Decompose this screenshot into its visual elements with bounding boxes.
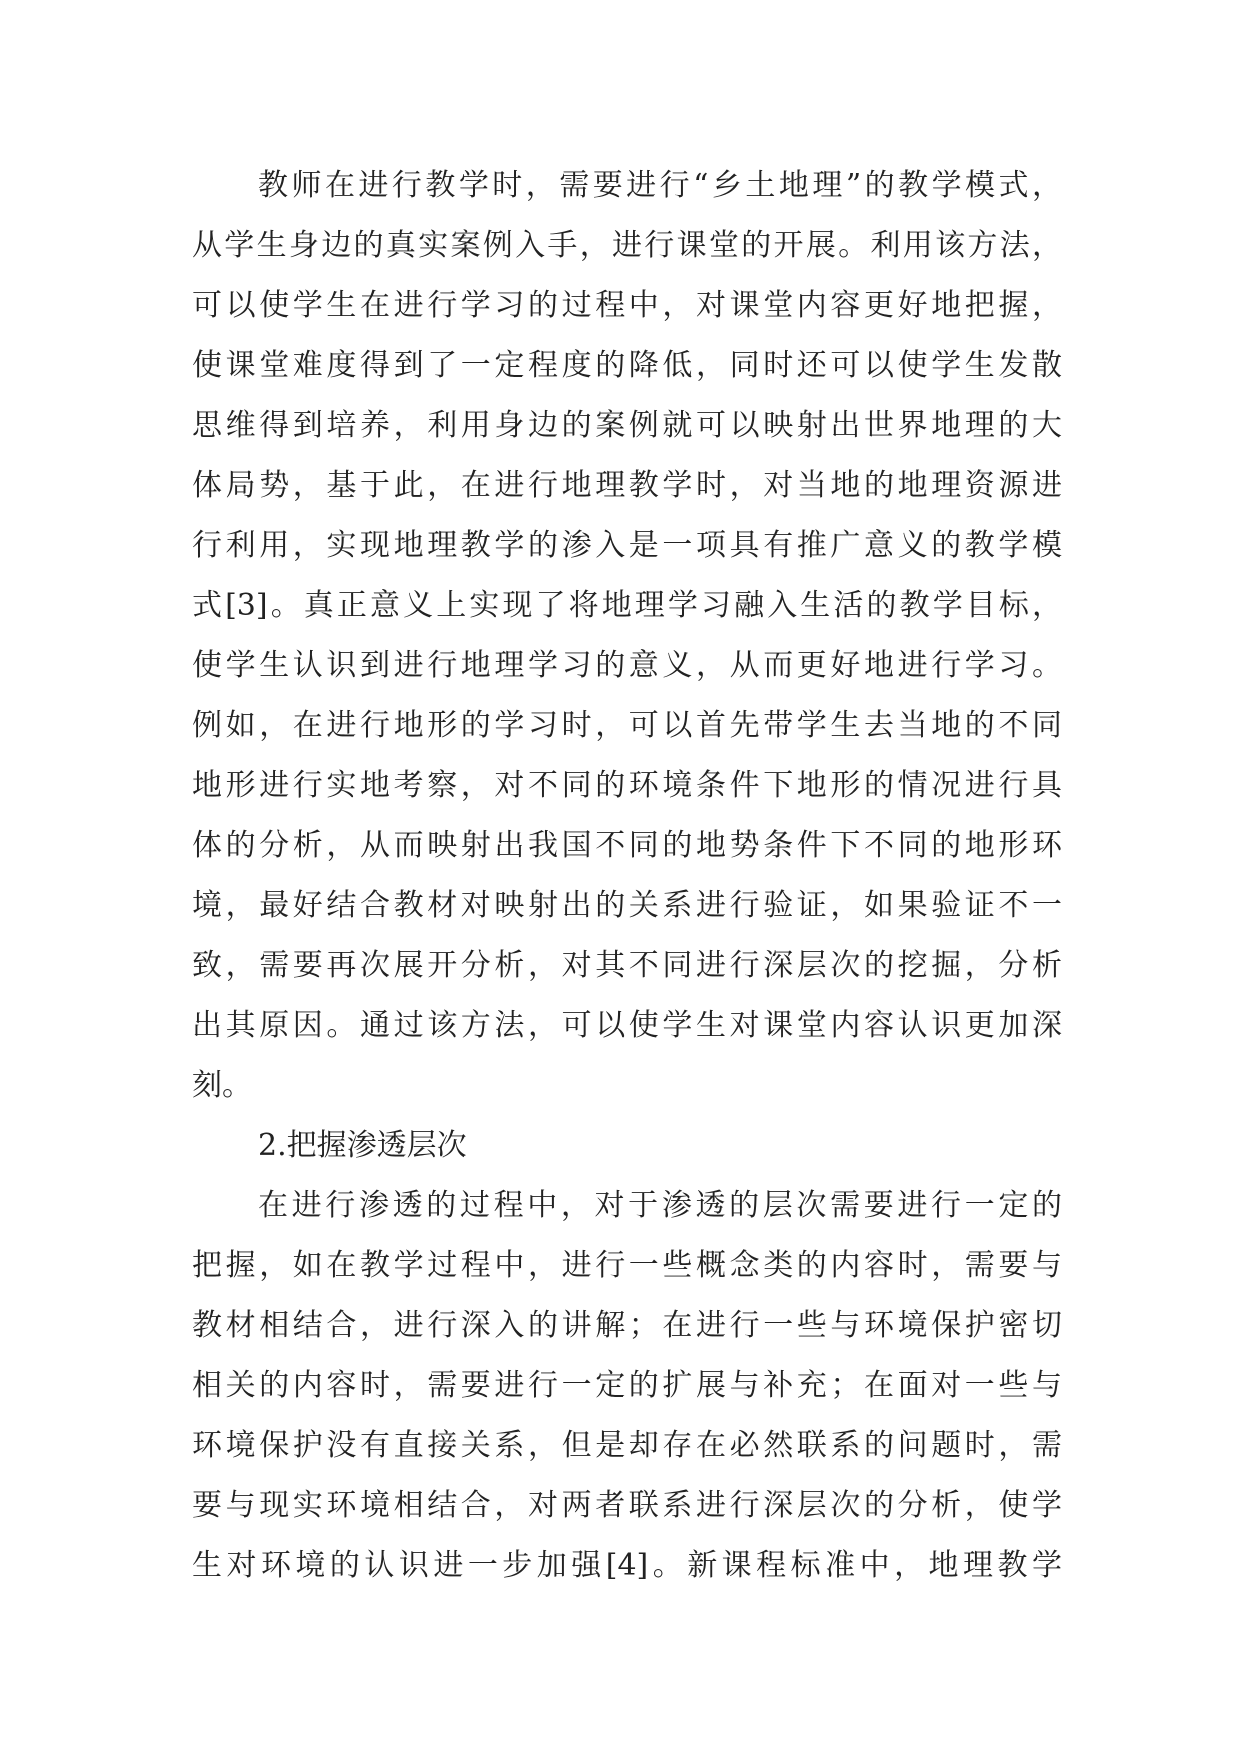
text-line: 要与现实环境相结合，对两者联系进行深层次的分析，使学: [192, 1488, 1062, 1523]
text-line: 把握，如在教学过程中，进行一些概念类的内容时，需要与: [192, 1248, 1062, 1283]
text-line: 使课堂难度得到了一定程度的降低，同时还可以使学生发散: [192, 348, 1062, 383]
text-line: 体的分析，从而映射出我国不同的地势条件下不同的地形环: [192, 828, 1062, 863]
text-line: 环境保护没有直接关系，但是却存在必然联系的问题时，需: [192, 1428, 1062, 1463]
text-line: 在进行渗透的过程中，对于渗透的层次需要进行一定的: [258, 1188, 1062, 1223]
text-line: 境，最好结合教材对映射出的关系进行验证，如果验证不一: [192, 888, 1062, 923]
text-line: 出其原因。通过该方法，可以使学生对课堂内容认识更加深: [192, 1008, 1062, 1043]
text-line: 地形进行实地考察，对不同的环境条件下地形的情况进行具: [192, 768, 1062, 803]
text-line: 相关的内容时，需要进行一定的扩展与补充；在面对一些与: [192, 1368, 1062, 1403]
text-line: 思维得到培养，利用身边的案例就可以映射出世界地理的大: [192, 408, 1062, 443]
text-line: 生对环境的认识进一步加强[4]。新课程标准中，地理教学: [192, 1548, 1062, 1583]
text-line: 教材相结合，进行深入的讲解；在进行一些与环境保护密切: [192, 1308, 1062, 1343]
text-line: 式[3]。真正意义上实现了将地理学习融入生活的教学目标，: [192, 588, 1062, 623]
text-line: 使学生认识到进行地理学习的意义，从而更好地进行学习。: [192, 648, 1062, 683]
section-heading: 2.把握渗透层次: [258, 1128, 467, 1163]
text-line: 体局势，基于此，在进行地理教学时，对当地的地理资源进: [192, 468, 1062, 503]
text-line: 致，需要再次展开分析，对其不同进行深层次的挖掘，分析: [192, 948, 1062, 983]
text-line: 例如，在进行地形的学习时，可以首先带学生去当地的不同: [192, 708, 1062, 743]
text-line: 行利用，实现地理教学的渗入是一项具有推广意义的教学模: [192, 528, 1062, 563]
text-line: 可以使学生在进行学习的过程中，对课堂内容更好地把握，: [192, 288, 1062, 323]
text-line: 刻。: [192, 1068, 252, 1103]
text-line: 从学生身边的真实案例入手，进行课堂的开展。利用该方法，: [192, 228, 1062, 263]
text-line: 教师在进行教学时，需要进行“乡土地理”的教学模式，: [258, 168, 1062, 203]
